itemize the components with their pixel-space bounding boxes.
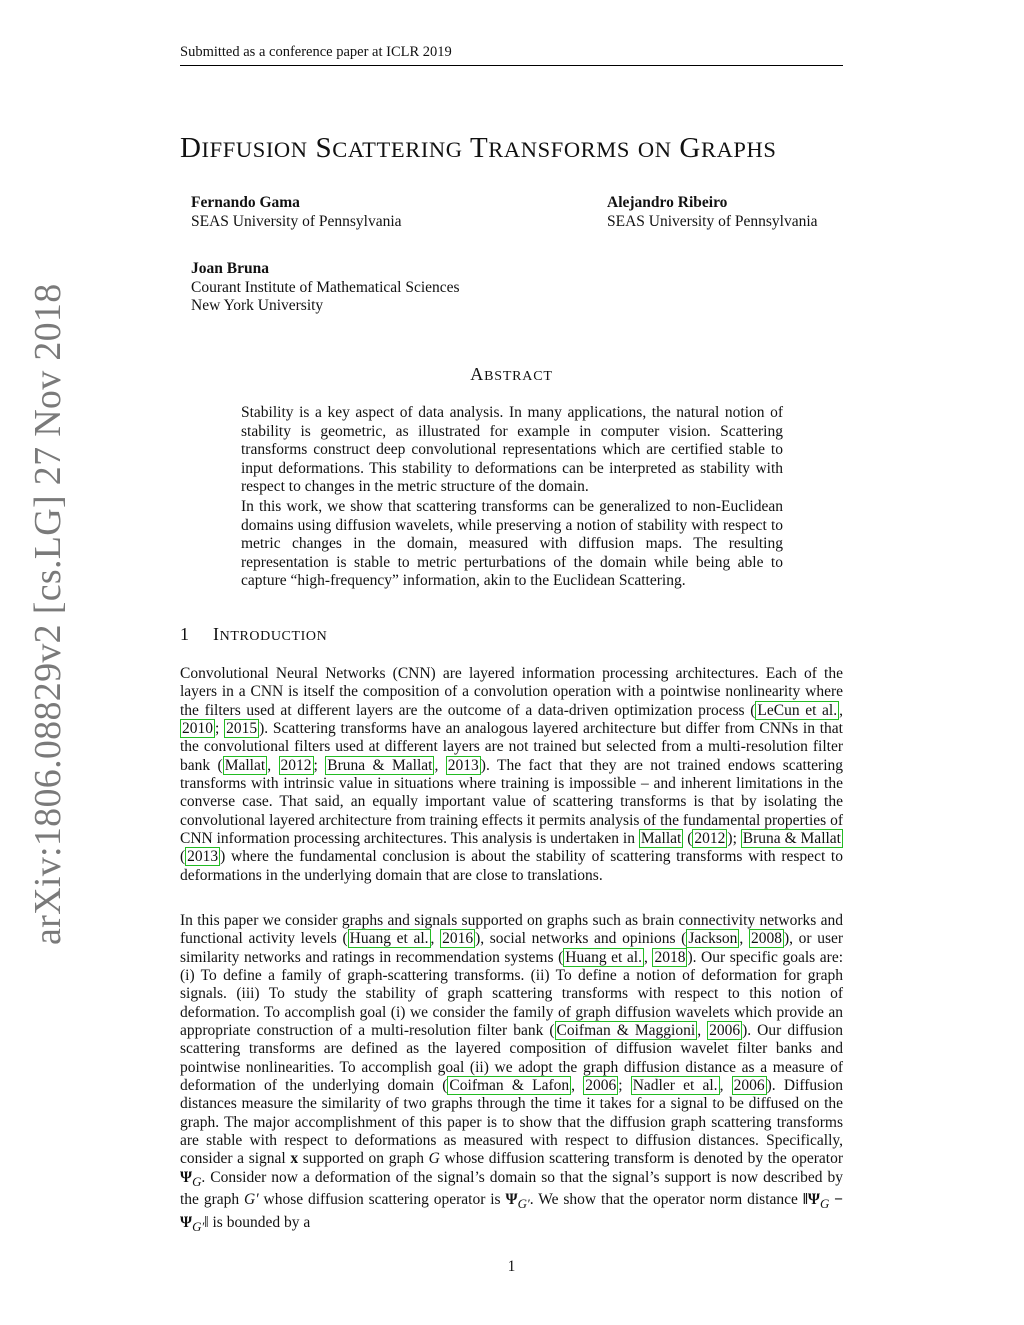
citation-link[interactable]: Nadler et al. xyxy=(632,1077,718,1095)
arxiv-side-stamp: arXiv:1806.08829v2 [cs.LG] 27 Nov 2018 xyxy=(27,283,69,945)
math-norm: − Ψ xyxy=(180,1191,843,1231)
text-run: ( xyxy=(683,830,693,848)
math-operator-psi: Ψ xyxy=(505,1191,518,1209)
text-run: , xyxy=(719,1077,732,1095)
abstract-heading-text: ABSTRACT xyxy=(470,364,553,384)
math-norm-close: ‖ xyxy=(204,1213,209,1231)
text-run: Convolutional Neural Networks (CNN) are layered information processing architectures. Each of the layers in a CNN is itself the composition of a convolution operation with a pointwise nonlinearity where the filters used at different layers are the outcome of a data-driven optimization process ( xyxy=(180,665,843,719)
author-block-2 xyxy=(607,194,818,231)
citation-link[interactable]: 2006 xyxy=(709,1022,741,1040)
author-name: Fernando Gama xyxy=(191,194,300,211)
text-run: ; xyxy=(618,1077,631,1095)
math-operator-psi: Ψ xyxy=(180,1168,193,1186)
author-block-1 xyxy=(191,194,402,231)
intro-paragraph-1 xyxy=(180,665,843,885)
author-affiliation: Courant Institute of Mathematical Sciences xyxy=(191,278,460,296)
citation-link[interactable]: Mallat xyxy=(640,830,682,848)
citation-link[interactable]: Huang et al. xyxy=(349,930,429,948)
math-subscript: G xyxy=(192,1173,202,1189)
text-run: ). Our specific goals are: (i) To define a family of graph-scattering transforms. (ii) To define a notion of deformation for graph signals. (iii) To study the stability of graph scattering transforms with respect to this notion of deformation. To accomplish goal (i) we consider the family of graph diffusion wavelets which provide an appropriate construction of a multi-resolution filter bank ( xyxy=(180,948,844,1040)
text-run: ). Diffusion distances measure the similarity of two graphs through the time it takes for a signal to be diffused on the graph. The major accomplishment of this paper is to show that the diffusion graph scattering transforms are stable with respect to deformations as measured with respect to diffusion distances. Specifically, consider a signal xyxy=(180,1077,844,1168)
citation-link[interactable]: 2012 xyxy=(280,756,312,774)
citation-link[interactable]: 2006 xyxy=(585,1077,617,1095)
math-subscript: G′ xyxy=(517,1196,530,1212)
author-affiliation: SEAS University of Pennsylvania xyxy=(191,212,402,230)
text-run: ; xyxy=(215,720,225,738)
citation-link[interactable]: 2015 xyxy=(226,720,258,738)
citation-link[interactable]: Jackson xyxy=(688,930,738,948)
citation-link[interactable]: Coifman & Maggioni xyxy=(556,1022,696,1040)
text-run: ), or user similarity networks and ratings in recommendation systems ( xyxy=(180,930,844,966)
citation-link[interactable]: Huang et al. xyxy=(565,948,642,966)
text-run: , xyxy=(430,930,441,948)
citation-link[interactable]: 2012 xyxy=(694,830,726,848)
author-block-3 xyxy=(191,260,460,316)
citation-link[interactable]: Mallat xyxy=(224,756,266,774)
citation-link[interactable]: 2018 xyxy=(654,948,686,966)
citation-link[interactable]: 2016 xyxy=(442,930,474,948)
text-run: ). Scattering transforms have an analogous layered architecture but differ from CNNs in that the convolutional filters used at different layers are not trained but selected from a multi-resolution filter bank ( xyxy=(180,720,843,774)
math-signal-x: x xyxy=(290,1150,299,1168)
math-norm: ‖Ψ xyxy=(802,1191,820,1209)
abstract-paragraph-1: Stability is a key aspect of data analysis. In many applications, the natural notion of stability is geometric, as illustrated for example in computer vision. Scattering transforms construct deep convolutional representations which are certified stable to input deformations. This stability to deformations can be interpreted as stability with respect to changes in the metric structure of the domain. xyxy=(241,404,783,496)
text-run: , xyxy=(267,756,279,774)
text-run: ). Our diffusion scattering transforms are defined as the layered composition of diffusion wavelet filter banks and pointwise nonlinearities. To accomplish goal (ii) we adopt the graph diffusion distance as a measure of deformation of the underlying domain ( xyxy=(180,1022,844,1095)
intro-paragraph-2 xyxy=(180,912,843,1236)
text-run: ), social networks and opinions ( xyxy=(475,930,687,948)
section-heading xyxy=(180,624,327,645)
text-run: whose diffusion scattering transform is denoted by the operator xyxy=(439,1150,843,1168)
text-run: ) where the fundamental conclusion is about the stability of scattering transforms with respect to deformations in the underlying domain that are close to translations. xyxy=(180,848,843,884)
running-head: Submitted as a conference paper at ICLR 2019 xyxy=(180,44,452,60)
text-run: , xyxy=(839,701,843,719)
abstract-paragraph-2: In this work, we show that scattering transforms can be generalized to non-Euclidean domains using diffusion wavelets, while preserving a notion of stability with respect to metric changes in the domain, measured with diffusion maps. The resulting representation is stable to metric perturbations of the domain while being able to capture “high-frequency” information, akin to the Euclidean Scattering. xyxy=(241,498,783,590)
text-run: , xyxy=(571,1077,584,1095)
text-run: ; xyxy=(313,756,326,774)
text-run: , xyxy=(643,948,653,966)
text-run: , xyxy=(697,1022,708,1040)
math-subscript: G′ xyxy=(192,1218,205,1234)
section-title: INTRODUCTION xyxy=(213,624,328,644)
text-run: . We show that the operator norm distance xyxy=(529,1191,803,1209)
text-run: . Consider now a deformation of the signal’s domain so that the signal’s support is now described by the graph xyxy=(180,1168,843,1209)
author-affiliation: New York University xyxy=(191,297,324,314)
math-graph-g: G xyxy=(428,1150,440,1168)
paper-title xyxy=(180,132,777,165)
section-number: 1 xyxy=(180,624,190,644)
author-affiliation: SEAS University of Pennsylvania xyxy=(607,212,818,230)
text-run: supported on graph xyxy=(298,1150,429,1168)
author-name: Alejandro Ribeiro xyxy=(607,194,728,211)
math-subscript: G xyxy=(819,1196,830,1212)
citation-link[interactable]: LeCun et al. xyxy=(757,701,838,719)
citation-link[interactable]: 2006 xyxy=(733,1077,765,1095)
text-run: ). The fact that they are not trained endows scattering transforms with intrinsic value in situations where training is impossible – and inherent limitations in the converse case. That said, an equally important value of scattering transforms is that by isolating the convolutional layered architecture from training effects it permits analysis of the fundamental properties of CNN information processing architectures. This analysis is undertaken in xyxy=(180,756,843,848)
author-name: Joan Bruna xyxy=(191,260,269,277)
text-run: ); xyxy=(727,830,741,848)
text-run: ( xyxy=(180,848,186,866)
text-run: , xyxy=(434,756,446,774)
citation-link[interactable]: 2013 xyxy=(187,848,219,866)
citation-link[interactable]: 2008 xyxy=(750,930,782,948)
text-run: is bounded by a xyxy=(208,1213,311,1231)
header-rule xyxy=(180,65,843,66)
citation-link[interactable]: 2013 xyxy=(447,756,479,774)
citation-link[interactable]: Coifman & Lafon xyxy=(449,1077,570,1095)
math-graph-g-prime: G′ xyxy=(244,1191,259,1209)
text-run: , xyxy=(739,930,749,948)
text-run: whose diffusion scattering operator is xyxy=(258,1191,506,1209)
citation-link[interactable]: Bruna & Mallat xyxy=(742,830,841,848)
text-run: In this paper we consider graphs and signals supported on graphs such as brain connectivity networks and functional activity levels ( xyxy=(180,912,843,948)
citation-link[interactable]: 2010 xyxy=(182,720,213,738)
citation-link[interactable]: Bruna & Mallat xyxy=(327,756,433,774)
abstract-heading xyxy=(180,364,843,385)
page-number: 1 xyxy=(507,1258,516,1275)
paper-title-text: DIFFUSION SCATTERING TRANSFORMS ON GRAPHS xyxy=(180,132,777,164)
